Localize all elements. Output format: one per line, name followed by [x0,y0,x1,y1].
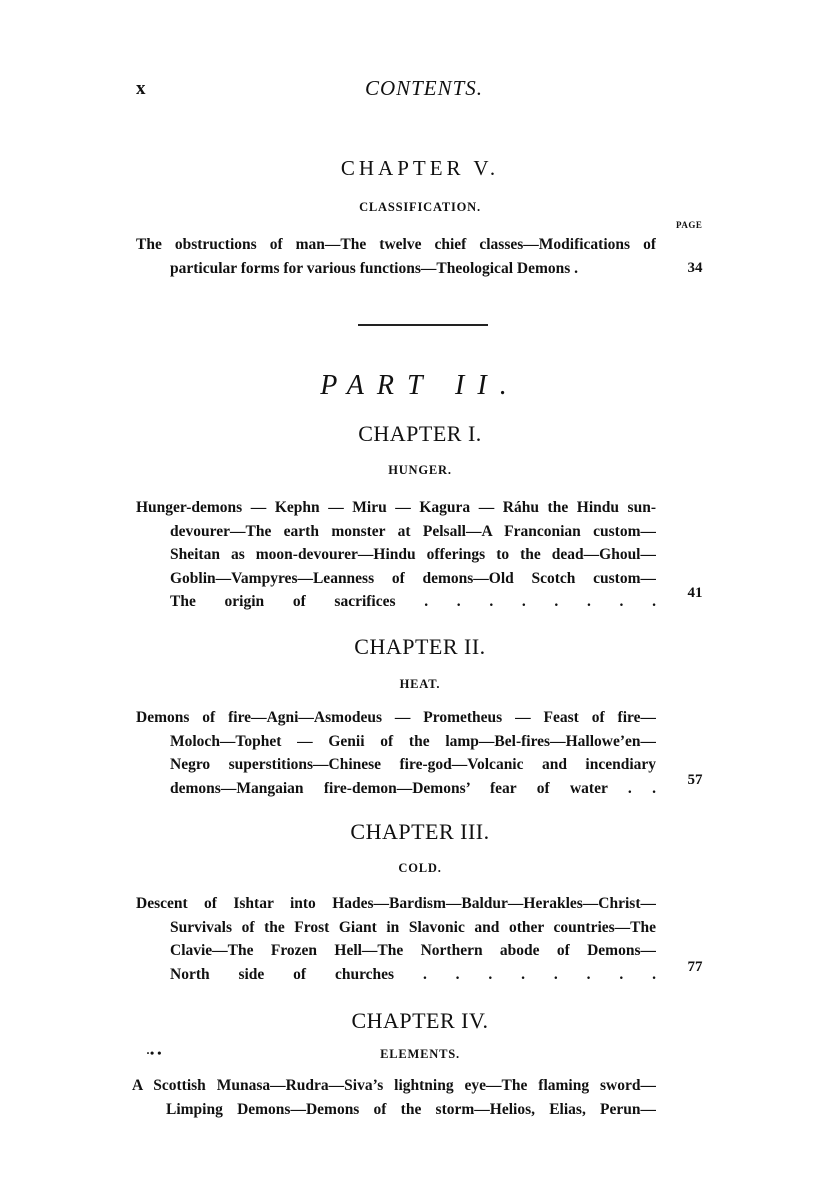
chapter-i-page: 41 [687,585,703,601]
chapter-ii-entry [136,706,656,800]
entry-line: Hunger-demons — Kephn — Miru — Kagura — Ráhu the Hindu sun- [136,499,656,516]
entry-line: The origin of sacrifices . . . . . . . . [170,593,656,610]
entry-line: Clavie—The Frozen Hell—The Northern abode of Demons— [170,942,656,959]
chapter-ii-title: CHAPTER II. [354,634,486,659]
entry-line: Moloch—Tophet — Genii of the lamp—Bel-fires—Hallowe’en— [170,732,656,750]
entry-line: Negro superstitions—Chinese fire-god—Volcanic and incendiary [170,756,656,773]
chapter-iii-subtitle: COLD. [398,861,442,875]
page-number: x [136,78,146,99]
chapter-iii-page: 77 [687,959,703,975]
entry-line: devourer—The earth monster at Pelsall—A Franconian custom— [170,522,656,540]
entry-line: Demons of fire—Agni—Asmodeus — Prometheus — Feast of fire— [136,709,656,726]
ink-speck-ornament: ·• • [146,1046,162,1060]
entry-line: A Scottish Munasa—Rudra—Siva’s lightning eye—The flaming sword— [132,1077,656,1094]
entry-line: Goblin—Vampyres—Leanness of demons—Old Scotch custom— [170,569,656,587]
chapter-i-title: CHAPTER I. [358,421,482,446]
entry-line: particular forms for various functions—Theological Demons . [170,259,579,277]
chapter-iv-title: CHAPTER IV. [351,1008,489,1033]
chapter-iv-entry [132,1074,656,1121]
chapter-i-entry [136,496,656,614]
chapter-v-page: 34 [687,260,703,276]
running-title: CONTENTS. [364,76,484,100]
chapter-i-subtitle: HUNGER. [388,463,452,477]
page-column-label: PAGE [676,220,703,230]
entry-line: Descent of Ishtar into Hades—Bardism—Baldur—Herakles—Christ— [136,895,656,912]
section-divider [358,324,488,326]
chapter-iii-entry [136,892,656,986]
entry-line: Sheitan as moon-devourer—Hindu offerings to the dead—Ghoul— [170,546,656,563]
entry-line: Survivals of the Frost Giant in Slavonic and other countries—The [170,918,656,936]
entry-line: North side of churches . . . . . . . . [170,965,656,983]
entry-line: The obstructions of man—The twelve chief classes—Modifications of [136,236,656,253]
chapter-ii-page: 57 [687,772,703,788]
chapter-iii-title: CHAPTER III. [350,819,490,844]
entry-line: demons—Mangaian fire-demon—Demons’ fear of water . . [170,779,656,797]
part-title: PART II. [320,370,520,401]
entry-line: Limping Demons—Demons of the storm—Helios, Elias, Perun— [166,1100,656,1118]
chapter-ii-subtitle: HEAT. [399,677,441,691]
chapter-iv-subtitle: ELEMENTS. [380,1047,460,1061]
chapter-v-entry [136,233,656,280]
chapter-v-title: CHAPTER V. [340,156,500,180]
chapter-v-subtitle: CLASSIFICATION. [359,200,481,214]
